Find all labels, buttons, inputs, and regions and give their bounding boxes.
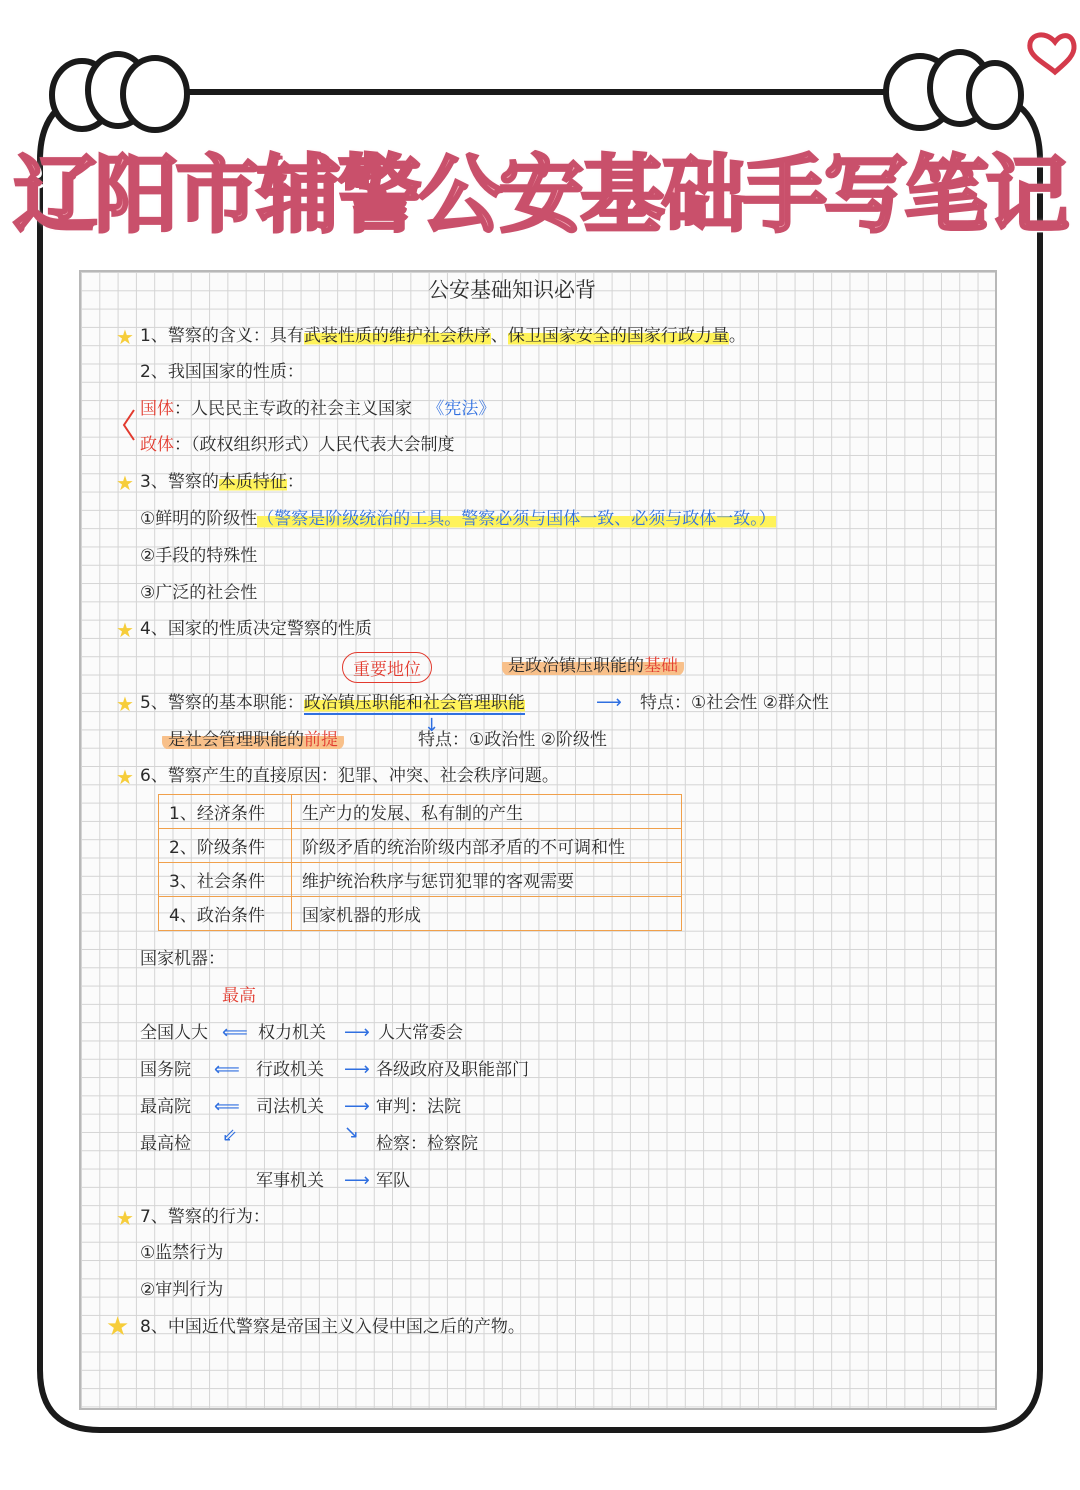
organ-left: 全国人大 <box>140 1023 208 1043</box>
organ-middle: 权力机关 <box>258 1023 326 1043</box>
right-arrow-icon: ⟶ <box>344 1170 370 1191</box>
political-basis-note <box>502 655 684 677</box>
item-8: 8、中国近代警察是帝国主义入侵中国之后的产物。 <box>140 1317 525 1337</box>
organ-left: 最高检 <box>140 1134 191 1154</box>
page-banner-title: 辽阳市辅警公安基础手写笔记 <box>13 146 1067 244</box>
item-3-prefix: 3、警察的 <box>140 472 219 492</box>
item-2-guoti <box>140 398 495 420</box>
item-7-heading: 7、警察的行为： <box>140 1207 270 1227</box>
zhengti-label: 政体 <box>140 435 174 455</box>
organ-right: 人大常委会 <box>378 1023 463 1043</box>
social-function-traits: 特点：①社会性 ②群众性 <box>640 693 829 713</box>
guoti-label: 国体 <box>140 399 174 419</box>
star-icon: ★ <box>116 618 134 642</box>
item-3-highlight: 本质特征 <box>218 472 287 492</box>
item-5-functions: 政治镇压职能和社会管理职能 <box>303 693 525 713</box>
item-1-separator: 、 <box>490 326 508 346</box>
condition-name: 3、社会条件 <box>159 863 292 897</box>
item-4: 4、国家的性质决定警察的性质 <box>140 619 372 639</box>
star-icon: ★ <box>116 471 134 495</box>
basis-note-emphasis: 基础 <box>644 656 678 676</box>
organ-left: 国务院 <box>140 1060 191 1080</box>
condition-name: 4、政治条件 <box>159 897 292 931</box>
item-6-heading: 6、警察产生的直接原因：犯罪、冲突、社会秩序问题。 <box>140 766 559 786</box>
organ-middle: 行政机关 <box>256 1060 324 1080</box>
organ-right: 各级政府及职能部门 <box>376 1060 529 1080</box>
guoti-reference: 《宪法》 <box>427 399 496 419</box>
item-1-prefix: 1、警察的含义：具有 <box>140 326 304 346</box>
item-3-sub-3: ③广泛的社会性 <box>140 583 258 603</box>
item-3-sub-1-note: （警察是阶级统治的工具。警察必须与国体一致、必须与政体一致。） <box>257 509 776 529</box>
right-arrow-icon: ⟶ <box>344 1059 370 1080</box>
down-arrow-icon: ↓ <box>424 715 440 736</box>
item-7-sub-1: ①监禁行为 <box>140 1243 224 1263</box>
conditions-table <box>158 794 682 931</box>
zhengti-text: ：（政权组织形式）人民代表大会制度 <box>174 435 455 455</box>
premise-note-emphasis: 前提 <box>304 730 338 750</box>
item-7-sub-2: ②审判行为 <box>140 1280 224 1300</box>
social-premise-note <box>162 729 344 751</box>
important-position-tag: 重要地位 <box>342 652 432 683</box>
table-row <box>159 863 682 897</box>
condition-desc: 阶级矛盾的统治阶级内部矛盾的不可调和性 <box>292 829 682 863</box>
organ-left: 最高院 <box>140 1097 191 1117</box>
item-1-end: 。 <box>728 326 746 346</box>
organ-middle: 司法机关 <box>256 1097 324 1117</box>
down-left-arrow-icon: ⇙ <box>222 1125 238 1146</box>
item-3-sub-2: ②手段的特殊性 <box>140 546 258 566</box>
item-3-suffix: ： <box>286 472 304 492</box>
left-arrow-icon: ⟸ <box>214 1059 240 1080</box>
organ-right: 检察：检察院 <box>376 1134 478 1154</box>
guoti-text: ：人民民主专政的社会主义国家 <box>174 399 412 419</box>
item-3-sub-1 <box>140 508 776 530</box>
right-arrow-icon: ⟶ <box>344 1022 370 1043</box>
table-row <box>159 897 682 931</box>
organ-right: 军队 <box>376 1171 410 1191</box>
left-arrow-icon: ⟸ <box>222 1022 248 1043</box>
item-2-zhengti <box>140 434 455 456</box>
organ-right: 审判：法院 <box>376 1097 461 1117</box>
organ-middle: 军事机关 <box>256 1171 324 1191</box>
condition-desc: 生产力的发展、私有制的产生 <box>292 795 682 829</box>
basis-note-text: 是政治镇压职能的 <box>508 656 644 676</box>
condition-name: 2、阶级条件 <box>159 829 292 863</box>
table-row <box>159 829 682 863</box>
condition-desc: 维护统治秩序与惩罚犯罪的客观需要 <box>292 863 682 897</box>
state-organs-heading: 国家机器： <box>140 949 225 969</box>
condition-desc: 国家机器的形成 <box>292 897 682 931</box>
star-icon: ★ <box>116 325 134 349</box>
star-icon: ★ <box>116 765 134 789</box>
note-title: 公安基础知识必背 <box>428 278 596 302</box>
item-5-prefix: 5、警察的基本职能： <box>140 693 304 713</box>
table-row <box>159 795 682 829</box>
premise-note-text: 是社会管理职能的 <box>168 730 304 750</box>
right-arrow-icon: ⟶ <box>596 692 622 713</box>
item-1-highlight-2: 保卫国家安全的国家行政力量 <box>507 326 729 346</box>
political-function-traits: 特点：①政治性 ②阶级性 <box>418 730 607 750</box>
condition-name: 1、经济条件 <box>159 795 292 829</box>
highest-label: 最高 <box>222 986 256 1006</box>
item-1-highlight-1: 武装性质的维护社会秩序 <box>303 326 491 346</box>
star-icon: ★ <box>116 1206 134 1230</box>
item-3-sub-1-label: ①鲜明的阶级性 <box>140 509 258 529</box>
left-arrow-icon: ⟸ <box>214 1096 240 1117</box>
down-right-arrow-icon: ↘ <box>344 1122 360 1143</box>
item-5-heading <box>140 692 525 714</box>
item-3-heading <box>140 471 304 493</box>
star-icon: ★ <box>106 1312 130 1342</box>
right-arrow-icon: ⟶ <box>344 1096 370 1117</box>
star-icon: ★ <box>116 692 134 716</box>
item-2-heading: 2、我国国家的性质： <box>140 362 304 382</box>
